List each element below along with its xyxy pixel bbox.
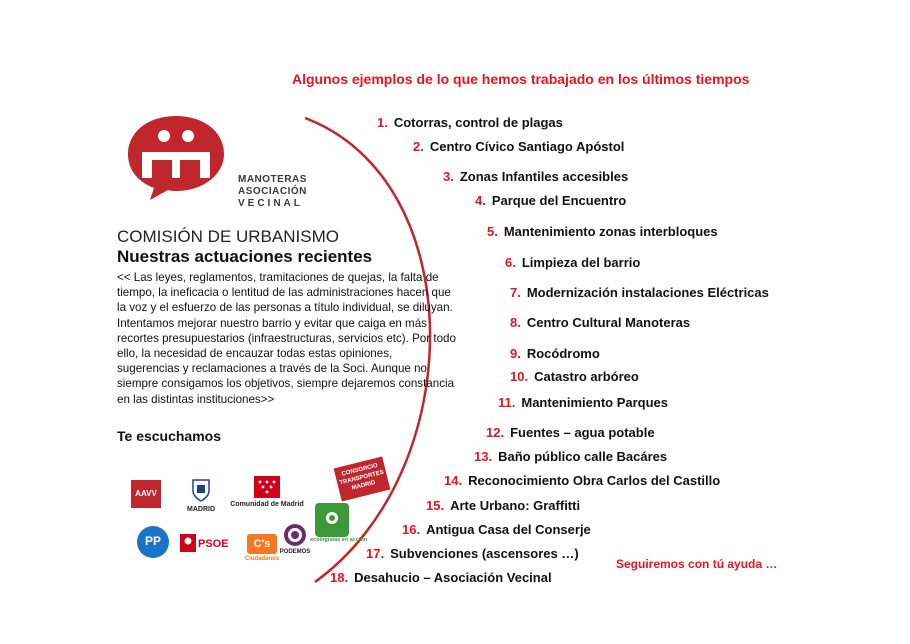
item-text: Baño público calle Bacáres xyxy=(498,449,668,464)
logo-line3: VECINAL xyxy=(238,198,303,209)
item-text: Cotorras, control de plagas xyxy=(393,115,563,130)
ecologistas-sunflower-icon xyxy=(315,503,349,537)
avv-logo: AAVV xyxy=(131,480,161,508)
psoe-label: PSOE xyxy=(198,538,229,550)
item-number: 14. xyxy=(444,473,463,488)
logo-line1: MANOTERAS xyxy=(238,174,307,185)
item-text: Modernización instalaciones Eléctricas xyxy=(526,285,769,300)
list-item xyxy=(486,425,655,440)
item-text: Centro Cívico Santiago Apóstol xyxy=(429,139,625,154)
list-item xyxy=(475,193,626,208)
list-item xyxy=(487,224,718,239)
psoe-rose-icon xyxy=(180,534,196,552)
list-item xyxy=(444,473,720,488)
item-number: 8. xyxy=(510,315,521,330)
item-text: Antigua Casa del Conserje xyxy=(426,522,591,537)
item-number: 15. xyxy=(426,498,445,513)
item-text: Centro Cultural Manoteras xyxy=(526,315,691,330)
association-logo xyxy=(124,112,234,202)
list-item xyxy=(510,369,639,384)
podemos-label: PODEMOS xyxy=(279,549,311,555)
madrid-label: MADRID xyxy=(187,506,215,513)
list-item xyxy=(505,255,640,270)
list-item xyxy=(498,395,668,410)
list-item xyxy=(366,546,579,561)
item-number: 16. xyxy=(402,522,421,537)
item-text: Subvenciones (ascensores …) xyxy=(390,546,579,561)
item-number: 2. xyxy=(413,139,424,154)
item-number: 4. xyxy=(475,193,486,208)
item-number: 1. xyxy=(377,115,388,130)
item-text: Parque del Encuentro xyxy=(491,193,627,208)
item-text: Limpieza del barrio xyxy=(521,255,641,270)
item-number: 6. xyxy=(505,255,516,270)
comunidad-label: Comunidad de Madrid xyxy=(230,501,304,508)
cs-logo: C's xyxy=(247,534,277,554)
item-text: Mantenimiento zonas interbloques xyxy=(503,224,718,239)
list-item xyxy=(330,570,552,585)
item-text: Desahucio – Asociación Vecinal xyxy=(354,570,552,585)
list-item xyxy=(443,169,628,184)
item-text: Catastro arbóreo xyxy=(534,369,639,384)
item-number: 13. xyxy=(474,449,493,464)
commission-title: COMISIÓN DE URBANISMO xyxy=(117,227,339,246)
comunidad-flag-icon xyxy=(254,476,280,498)
item-number: 5. xyxy=(487,224,498,239)
item-text: Mantenimiento Parques xyxy=(521,395,668,410)
list-item xyxy=(413,139,624,154)
list-item xyxy=(510,315,690,330)
item-text: Zonas Infantiles accesibles xyxy=(459,169,629,184)
list-item xyxy=(510,285,769,300)
list-item xyxy=(474,449,667,464)
transportes-logo: CONSORCIO TRANSPORTES MADRID xyxy=(334,456,391,501)
item-number: 17. xyxy=(366,546,385,561)
page-header: Algunos ejemplos de lo que hemos trabajado en los últimos tiempos xyxy=(292,71,750,87)
cs-sub-label: Ciudadanos xyxy=(244,556,280,562)
closing-text: Te escuchamos xyxy=(117,428,222,444)
list-item xyxy=(402,522,591,537)
footer-text: Seguiremos con tú ayuda … xyxy=(616,557,778,571)
ecologistas-label: ecologistas en acción xyxy=(310,537,368,543)
item-text: Reconocimiento Obra Carlos del Castillo xyxy=(468,473,721,488)
madrid-crest-icon xyxy=(190,477,212,503)
item-number: 3. xyxy=(443,169,454,184)
list-item xyxy=(426,498,580,513)
commission-paragraph: << Las leyes, reglamentos, tramitaciones de quejas, la falta de tiempo, la ineficacia o lentitud de las administraciones hacen que la voz y el esfuerzo de las personas a título individual, se diluyan. Intentamos mejorar nuestro barrio y evitar que caiga en más recortes presupuestarios (infraestructuras, servicios etc). Por todo ello, la necesidad de encauzar todas estas opiniones, sugerencias y reclamaciones a través de la Soci. Aunque no siempre consigamos los objetivos, siempre dejaremos constancia en las distintas instituciones>> xyxy=(117,271,456,406)
item-number: 10. xyxy=(510,369,529,384)
commission-subtitle: Nuestras actuaciones recientes xyxy=(117,247,373,266)
pp-label: PP xyxy=(144,534,161,548)
podemos-circles-icon xyxy=(283,523,307,547)
item-text: Rocódromo xyxy=(526,346,600,361)
item-number: 18. xyxy=(330,570,349,585)
list-item xyxy=(377,115,563,130)
item-number: 11. xyxy=(498,395,516,410)
item-text: Arte Urbano: Graffitti xyxy=(450,498,581,513)
logo-text xyxy=(238,174,307,210)
list-item xyxy=(510,346,600,361)
item-number: 12. xyxy=(486,425,505,440)
item-text: Fuentes – agua potable xyxy=(510,425,655,440)
logo-line2: ASOCIACIÓN xyxy=(238,186,307,197)
item-number: 7. xyxy=(510,285,521,300)
item-number: 9. xyxy=(510,346,521,361)
